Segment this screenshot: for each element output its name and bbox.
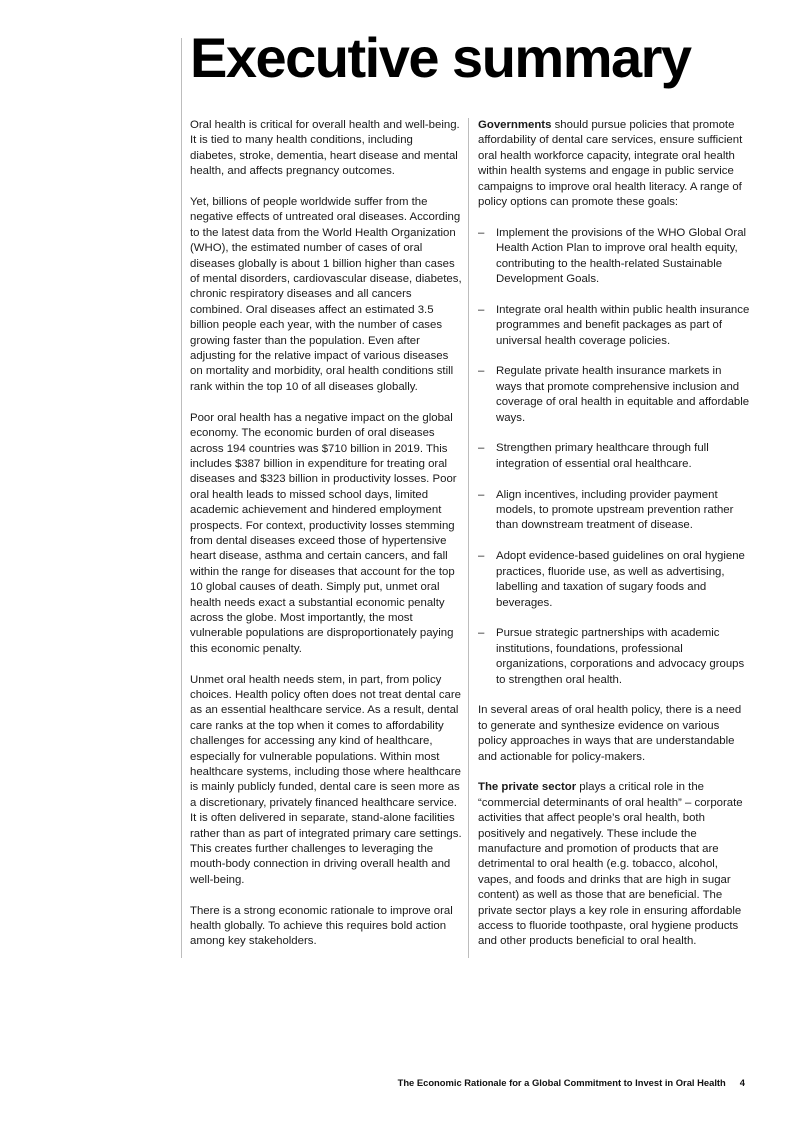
footer-document-title: The Economic Rationale for a Global Commitment to Invest in Oral Health	[397, 1077, 726, 1088]
list-item: – Pursue strategic partnerships with academic institutions, foundations, professional organizations, corporations and advocacy groups to strengthen oral health.	[478, 626, 750, 688]
column-divider	[468, 118, 469, 958]
paragraph-evidence: In several areas of oral health policy, there is a need to generate and synthesize evidence on various policy approaches in ways that are understandable and actionable for policy-makers.	[478, 704, 742, 763]
paragraph-oral-health-importance: Oral health is critical for overall health and well-being. It is tied to many health conditions, including diabetes, stroke, dementia, heart disease and mental health, and affects pregnancy outcomes.	[190, 119, 460, 178]
list-item: – Implement the provisions of the WHO Global Oral Health Action Plan to improve oral health equity, contributing to the health-related Sustainable Development Goals.	[478, 226, 750, 288]
private-sector-text: plays a critical role in the “commercial determinants of oral health” – corporate activities that affect people’s oral health, both positively and negatively. These include the manufacture and promotion of products that are detrimental to oral health (e.g. tobacco, alcohol, vapes, and foods and drinks that are high in sugar content) as well as those that are beneficial. The private sector plays a key role in ensuring affordable access to fluoride toothpaste, oral hygiene products and other products beneficial to oral health.	[478, 781, 743, 948]
policy-options-list	[478, 226, 750, 688]
paragraph-disease-burden: Yet, billions of people worldwide suffer from the negative effects of untreated oral diseases. According to the latest data from the World Health Organization (WHO), the estimated number of cases of oral diseases globally is about 1 billion higher than cases of mental disorders, cardiovascular disease, diabetes, chronic respiratory diseases and all cancers combined. Oral diseases affect an estimated 3.5 billion people each year, with the number of cases growing faster than the population. Even after adjusting for the relative impact of various diseases on mortality and morbidity, oral health conditions still rank within the top 10 of all diseases globally.	[190, 196, 462, 393]
private-sector-lead: The private sector	[478, 781, 577, 794]
page-footer	[398, 1077, 745, 1088]
left-column	[190, 118, 462, 965]
paragraph-economic-impact: Poor oral health has a negative impact on the global economy. The economic burden of oral diseases across 194 countries was $710 billion in 2019. This includes $387 billion in expenditure for treating oral diseases and $323 billion in productivity losses. Poor oral health leads to missed school days, limited academic achievement and hindered employment prospects. For context, productivity losses stemming from dental diseases exceed those of hypertensive heart disease, asthma and certain cancers, and fall within the range for diseases that account for the top 10 global causes of death. Simply put, unmet oral health needs exact a substantial economic penalty across the globe. Most importantly, the most vulnerable populations are disproportionately paying this economic penalty.	[190, 411, 457, 655]
list-item: – Adopt evidence-based guidelines on oral hygiene practices, fluoride use, as well as advertising, labelling and taxation of sugary foods and beverages.	[478, 549, 750, 611]
paragraph-policy-choices: Unmet oral health needs stem, in part, from policy choices. Health policy often does not treat dental care as an essential healthcare service. As a result, dental care ranks at the top when it comes to affordability challenges for accessing any kind of healthcare, especially for vulnerable populations. Within most healthcare systems, including those where healthcare is mainly publicly funded, dental care is seen more as a discretionary, privately financed healthcare service. It is often delivered in separate, stand-alone facilities rather than as part of integrated primary care settings. This creates further challenges to leveraging the mouth-body connection in driving overall health and well-being.	[190, 673, 462, 886]
list-item: – Integrate oral health within public health insurance programmes and benefit packages as part of universal health coverage policies.	[478, 303, 750, 349]
page-number: 4	[739, 1077, 745, 1088]
paragraph-economic-rationale: There is a strong economic rationale to improve oral health globally. To achieve this requires bold action among key stakeholders.	[190, 904, 453, 948]
page-title: Executive summary	[190, 26, 691, 89]
governments-text: should pursue policies that promote affordability of dental care services, ensure sufficient oral health workforce capacity, integrate oral health within health systems and engage in public service campaigns to improve oral health literacy. A range of policy options can promote these goals:	[478, 119, 743, 209]
list-item: – Regulate private health insurance markets in ways that promote comprehensive inclusion and coverage of oral health in equitable and affordable ways.	[478, 364, 750, 426]
right-column	[478, 118, 750, 965]
list-item: – Strengthen primary healthcare through full integration of essential oral healthcare.	[478, 441, 750, 472]
left-margin-rule	[181, 38, 182, 958]
governments-lead: Governments	[478, 119, 552, 131]
list-item: – Align incentives, including provider payment models, to promote upstream prevention rather than downstream treatment of disease.	[478, 488, 750, 534]
paragraph-governments	[478, 118, 750, 210]
paragraph-private-sector	[478, 780, 750, 949]
